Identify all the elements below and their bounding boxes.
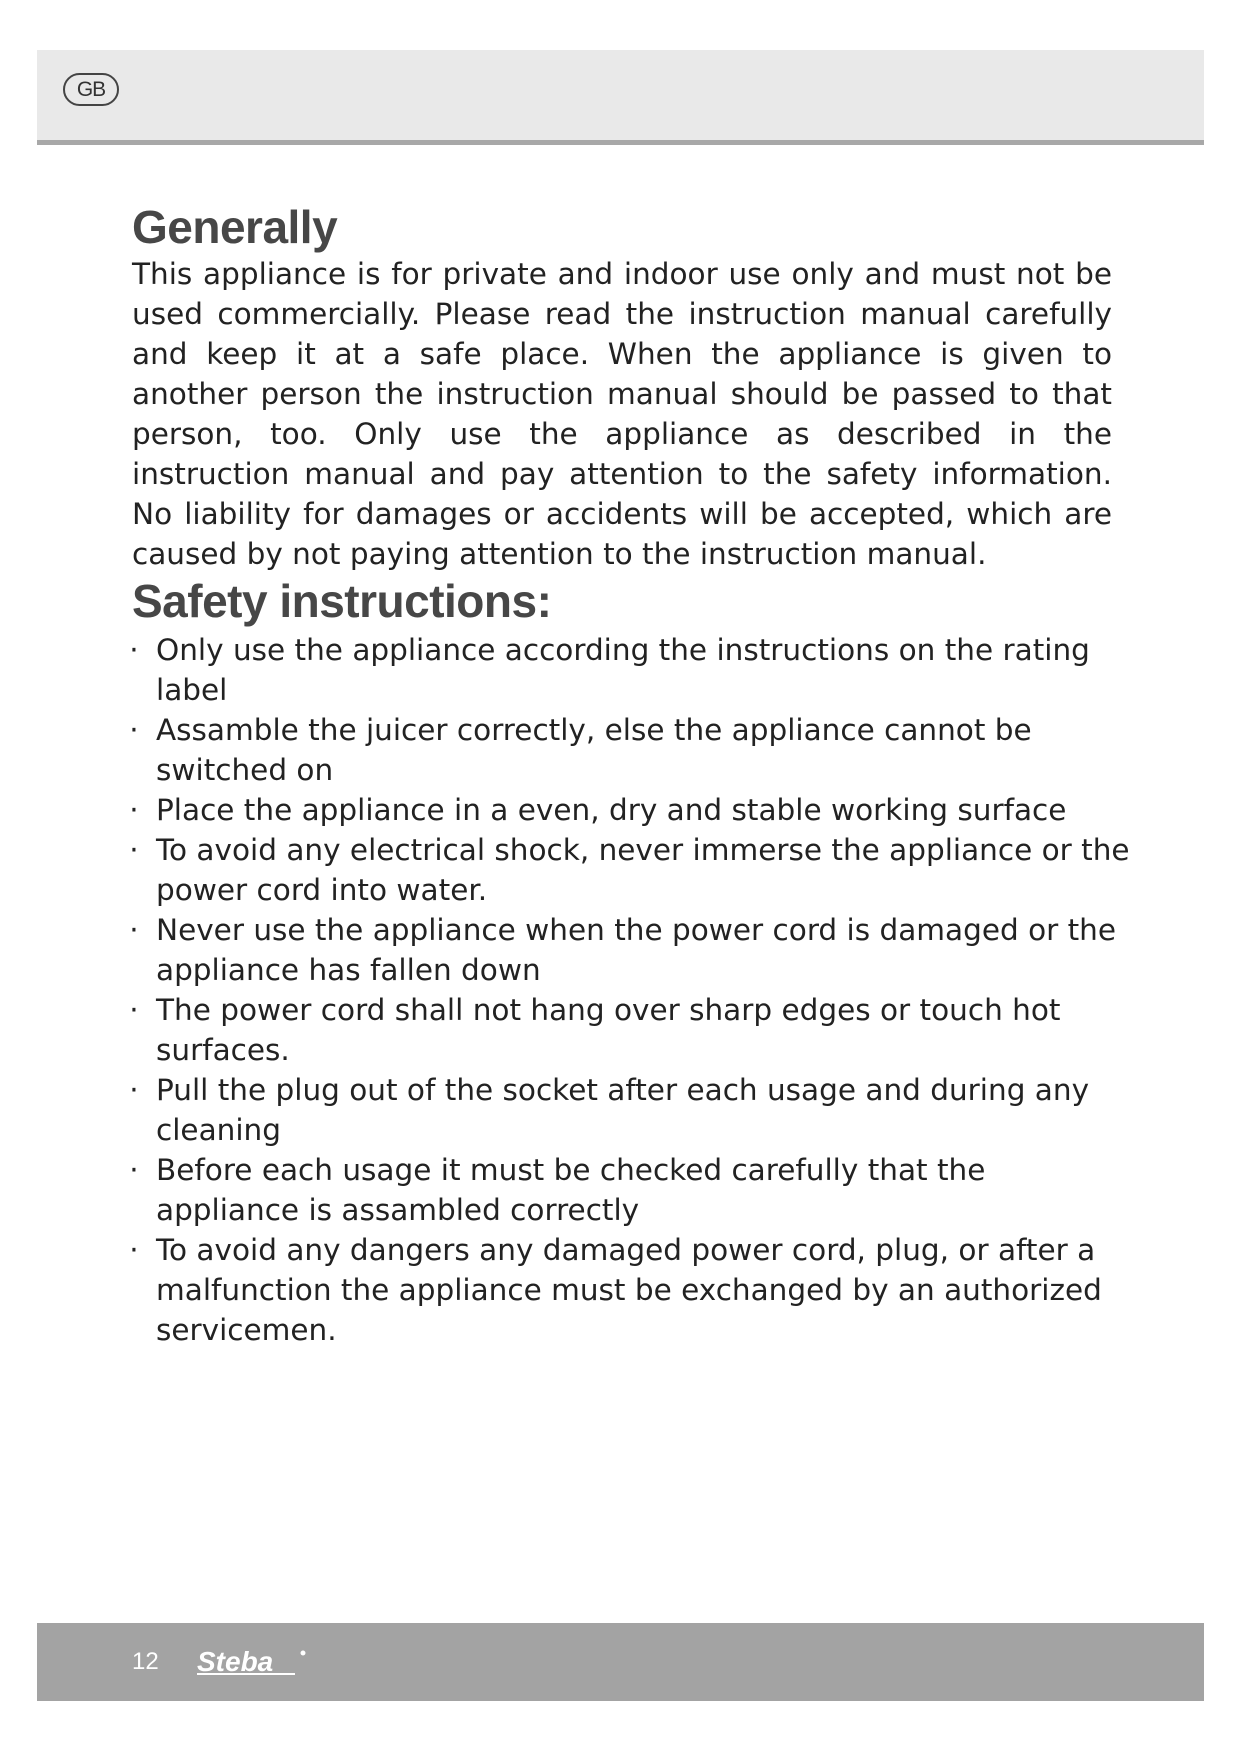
list-item-text: Never use the appliance when the power cord is damaged or the appliance has fallen down xyxy=(156,913,1117,987)
list-item-text: Only use the appliance according the instructions on the rating label xyxy=(156,633,1090,707)
steba-logo-icon xyxy=(195,1641,315,1681)
list-item-text: Assamble the juicer correctly, else the appliance cannot be switched on xyxy=(156,713,1032,787)
bullet-icon: · xyxy=(129,993,139,1027)
list-item xyxy=(122,630,1132,710)
language-badge: GB xyxy=(63,73,119,106)
bullet-icon: · xyxy=(129,1073,139,1107)
page-header xyxy=(37,50,1204,145)
list-item xyxy=(122,710,1132,790)
list-item xyxy=(122,910,1132,990)
page-content xyxy=(129,200,1152,1350)
list-item xyxy=(122,830,1132,910)
safety-list xyxy=(122,630,1132,1350)
list-item xyxy=(122,790,1132,830)
bullet-icon: · xyxy=(129,833,139,867)
list-item xyxy=(122,990,1132,1070)
bullet-icon: · xyxy=(129,793,139,827)
list-item-text: Pull the plug out of the socket after each usage and during any cleaning xyxy=(156,1073,1090,1147)
list-item-text: Place the appliance in a even, dry and stable working surface xyxy=(156,793,1067,827)
bullet-icon: · xyxy=(129,713,139,747)
page-footer xyxy=(37,1623,1204,1701)
bullet-icon: · xyxy=(129,913,139,947)
list-item xyxy=(122,1070,1132,1150)
list-item-text: The power cord shall not hang over sharp edges or touch hot surfaces. xyxy=(156,993,1061,1067)
bullet-icon: · xyxy=(129,1153,139,1187)
bullet-icon: · xyxy=(129,633,139,667)
list-item-text: To avoid any dangers any damaged power cord, plug, or after a malfunction the appliance must be exchanged by an authorized servicemen. xyxy=(156,1233,1102,1347)
generally-paragraph: This appliance is for private and indoor use only and must not be used commercially. Please read the instruction manual carefully and keep it at a safe place. When the appliance is given to another person the instruction manual should be passed to that person, too. Only use the appliance as described in the instruction manual and pay attention to the safety information. No liability for damages or accidents will be accepted, which are caused by not paying attention to the instruction manual. xyxy=(132,257,1112,571)
list-item-text: To avoid any electrical shock, never immerse the appliance or the power cord into water. xyxy=(156,833,1130,907)
safety-heading: Safety instructions: xyxy=(132,575,552,627)
generally-heading: Generally xyxy=(132,201,338,253)
list-item xyxy=(122,1150,1132,1230)
page-number: 12 xyxy=(132,1648,159,1675)
list-item xyxy=(122,1230,1132,1350)
list-item-text: Before each usage it must be checked carefully that the appliance is assambled correctly xyxy=(156,1153,986,1227)
brand-logo-text: Steba xyxy=(197,1646,274,1677)
bullet-icon: · xyxy=(129,1233,139,1267)
